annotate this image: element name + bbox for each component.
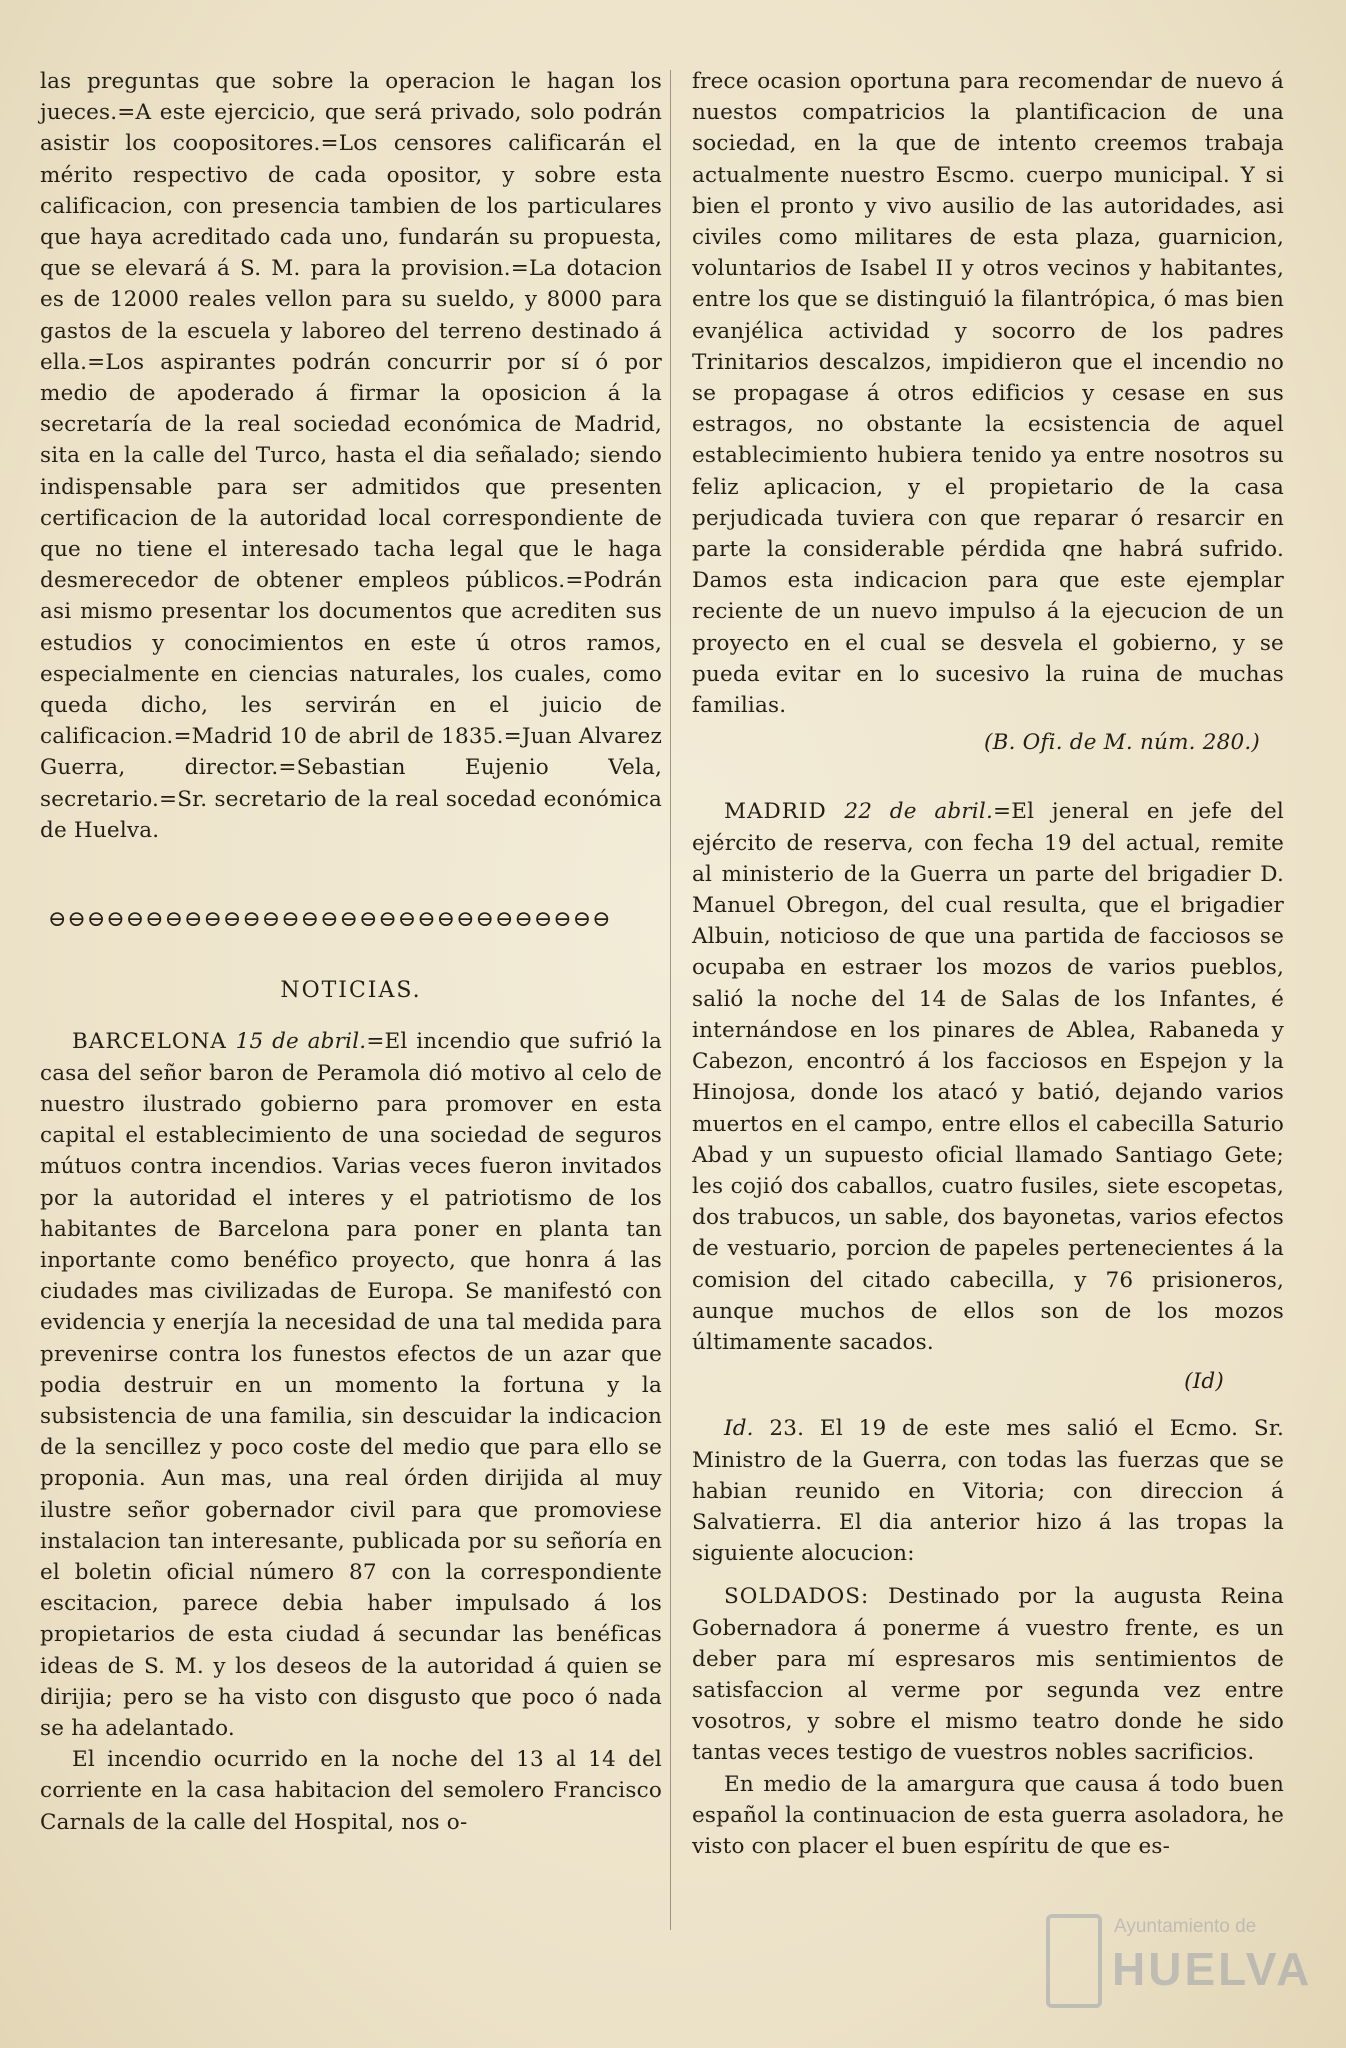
article-id23-body: 23. El 19 de este mes salió el Ecmo. Sr. Ministro de la Guerra, con todas las fuerzas que se habian reunido en Vitoria; con direccion á Salvatierra. El dia anterior hizo á las tropas la siguiente alocucion: (692, 1416, 1284, 1567)
right-column (692, 66, 1284, 1862)
paragraph-continuation: frece ocasion oportuna para recomendar de nuevo á nuestos compatricios la plantificacion de una sociedad, en la que de intento creemos trabaja actualmente nuestro Escmo. cuerpo municipal. Y si bien el pronto y vivo ausilio de las autoridades, asi civiles como militares de esta plaza, guarnicion, voluntarios de Isabel II y otros vecinos y habitantes, entre los que se distinguió la filantrópica, ó mas bien evanjélica actividad y socorro de los padres Trinitarios descalzos, impidieron que el incendio no se propagase á otros edificios y cesase en sus estragos, no obstante la ecsistencia de aquel establecimiento hubiera tenido ya entre nosotros su feliz aplicacion, y el propietario de la casa perjudicada tuviera con que reparar ó resarcir en parte la considerable pérdida qne habrá sufrido. Damos esta indicacion para que este ejemplar reciente de un nuevo impulso á la ejecucion de un proyecto en el cual se desvela el gobierno, y se pueda evitar en lo sucesivo la ruina de muchas familias. (692, 69, 1284, 719)
watermark-line1: Ayuntamiento de (1114, 1916, 1257, 1937)
dateline-date: 22 de abril. (844, 799, 993, 825)
watermark-emblem-icon (1046, 1914, 1102, 2008)
article-barcelona (40, 1026, 662, 1744)
dateline-date: 15 de abril. (235, 1029, 367, 1055)
source-citation: (B. Ofi. de M. núm. 280.) (984, 730, 1260, 756)
column-divider (670, 70, 671, 1930)
proclamation-body: Destinado por la augusta Reina Gobernadora á ponerme á vuestro frente, es un deber para mí espresaros mis sentimientos de satisfaccion al verme por segunda vez entre vosotros, y sobre el mismo teatro donde he sido tantas veces testigo de vuestros nobles sacrificios. (692, 1584, 1284, 1766)
ornamental-divider: ⊖⊖⊖⊖⊖⊖⊖⊖⊖⊖⊖⊖⊖⊖⊖⊖⊖⊖⊖⊖⊖⊖⊖⊖⊖⊖⊖⊖⊖ (48, 907, 612, 933)
proclamation-continued: En medio de la amargura que causa á todo buen español la continuacion de esta guerra asoladora, he visto con placer el buen espíritu de que es- (692, 1771, 1284, 1859)
source-citation: (Id) (1184, 1369, 1224, 1395)
article-barcelona-body: =El incendio que sufrió la casa del señor baron de Peramola dió motivo al celo de nuestro ilustrado gobierno para promover en esta capital el establecimiento de una sociedad de seguros mútuos contra incendios. Varias veces fueron invitados por la autoridad el interes y el patriotismo de los habitantes de Barcelona para poner en planta tan inportante como benéfico proyecto, que honra á las ciudades mas civilizadas de Europa. Se manifestó con evidencia y enerjía la necesidad de una tal medida para prevenirse contra los funestos efectos de un azar que podia destruir en un momento la fortuna y la subsistencia de una familia, sin descuidar la indicacion de la sencillez y poco coste del medio que para ello se proponia. Aun mas, una real órden dirijida al muy ilustre señor gobernador civil para que promoviese instalacion tan interesante, publicada por su señoría en el boletin oficial número 87 con la correspondiente escitacion, parece debia haber impulsado á los propietarios de esta ciudad á secundar las benéficas ideas de S. M. y los deseos de la autoridad á quien se dirijia; pero se ha visto con disgusto que poco ó nada se ha adelantado. (40, 1029, 662, 1741)
dateline-place: MADRID (724, 799, 827, 825)
proclamation-soldados (692, 1581, 1284, 1768)
article-barcelona-continued: El incendio ocurrido en la noche del 13 al 14 del corriente en la casa habitacion del semolero Francisco Carnals de la calle del Hospital, nos o- (40, 1747, 662, 1835)
paragraph-oposicion: las preguntas que sobre la operacion le hagan los jueces.=A este ejercicio, que será privado, solo podrán asistir los coopositores.=Los censores calificarán el mérito respectivo de cada opositor, y sobre esta calificacion, con presencia tambien de los particulares que haya acreditado cada uno, fundarán su propuesta, que se elevará á S. M. para la provision.=La dotacion es de 12000 reales vellon para su sueldo, y 8000 para gastos de la escuela y laboreo del terreno destinado á ella.=Los aspirantes podrán concurrir por sí ó por medio de apoderado á firmar la oposicion á la secretaría de la real sociedad económica de Madrid, sita en la calle del Turco, hasta el dia señalado; siendo indispensable para ser admitidos que presenten certificacion de la autoridad local correspondiente de que no tiene el interesado tacha legal que le haga desmerecedor de obtener empleos públicos.=Podrán asi mismo presentar los documentos que acrediten sus estudios y conocimientos en este ú otros ramos, especialmente en ciencias naturales, los cuales, como queda dicho, les servirán en el juicio de calificacion.=Madrid 10 de abril de 1835.=Juan Alvarez Guerra, director.=Sebastian Eujenio Vela, secretario.=Sr. secretario de la real socedad económica de Huelva. (40, 69, 662, 843)
left-column (40, 66, 662, 1838)
archive-watermark (1046, 1898, 1313, 2008)
article-madrid (692, 796, 1284, 1358)
dateline-place: BARCELONA (72, 1029, 227, 1055)
article-madrid-body: =El jeneral en jefe del ejército de reserva, con fecha 19 del actual, remite al ministerio de la Guerra un parte del brigadier D. Manuel Obregon, del cual resulta, que el brigadier Albuin, noticioso de que una partida de facciosos se ocupaba en estraer los mozos de varios pueblos, salió la noche del 14 de Salas de los Infantes, é internándose en los pinares de Ablea, Rabaneda y Cabezon, encontró á los facciosos en Espejon y la Hinojosa, donde los atacó y batió, dejando varios muertos en el campo, entre ellos el cabecilla Saturio Abad y un supuesto oficial llamado Santiago Gete; les cojió dos caballos, cuatro fusiles, siete escopetas, dos trabucos, un sable, dos bayonetas, varios efectos de vestuario, porcion de papeles pertenecientes á la comision del citado cabecilla, y 76 prisioneros, aunque muchos de ellos son de los mozos últimamente sacados. (692, 799, 1284, 1355)
watermark-line2: HUELVA (1112, 1943, 1313, 1995)
id-label: Id. (724, 1416, 754, 1442)
section-title-noticias: NOTICIAS. (280, 978, 422, 1004)
proclamation-heading: SOLDADOS: (724, 1584, 870, 1610)
article-id23 (692, 1413, 1284, 1569)
